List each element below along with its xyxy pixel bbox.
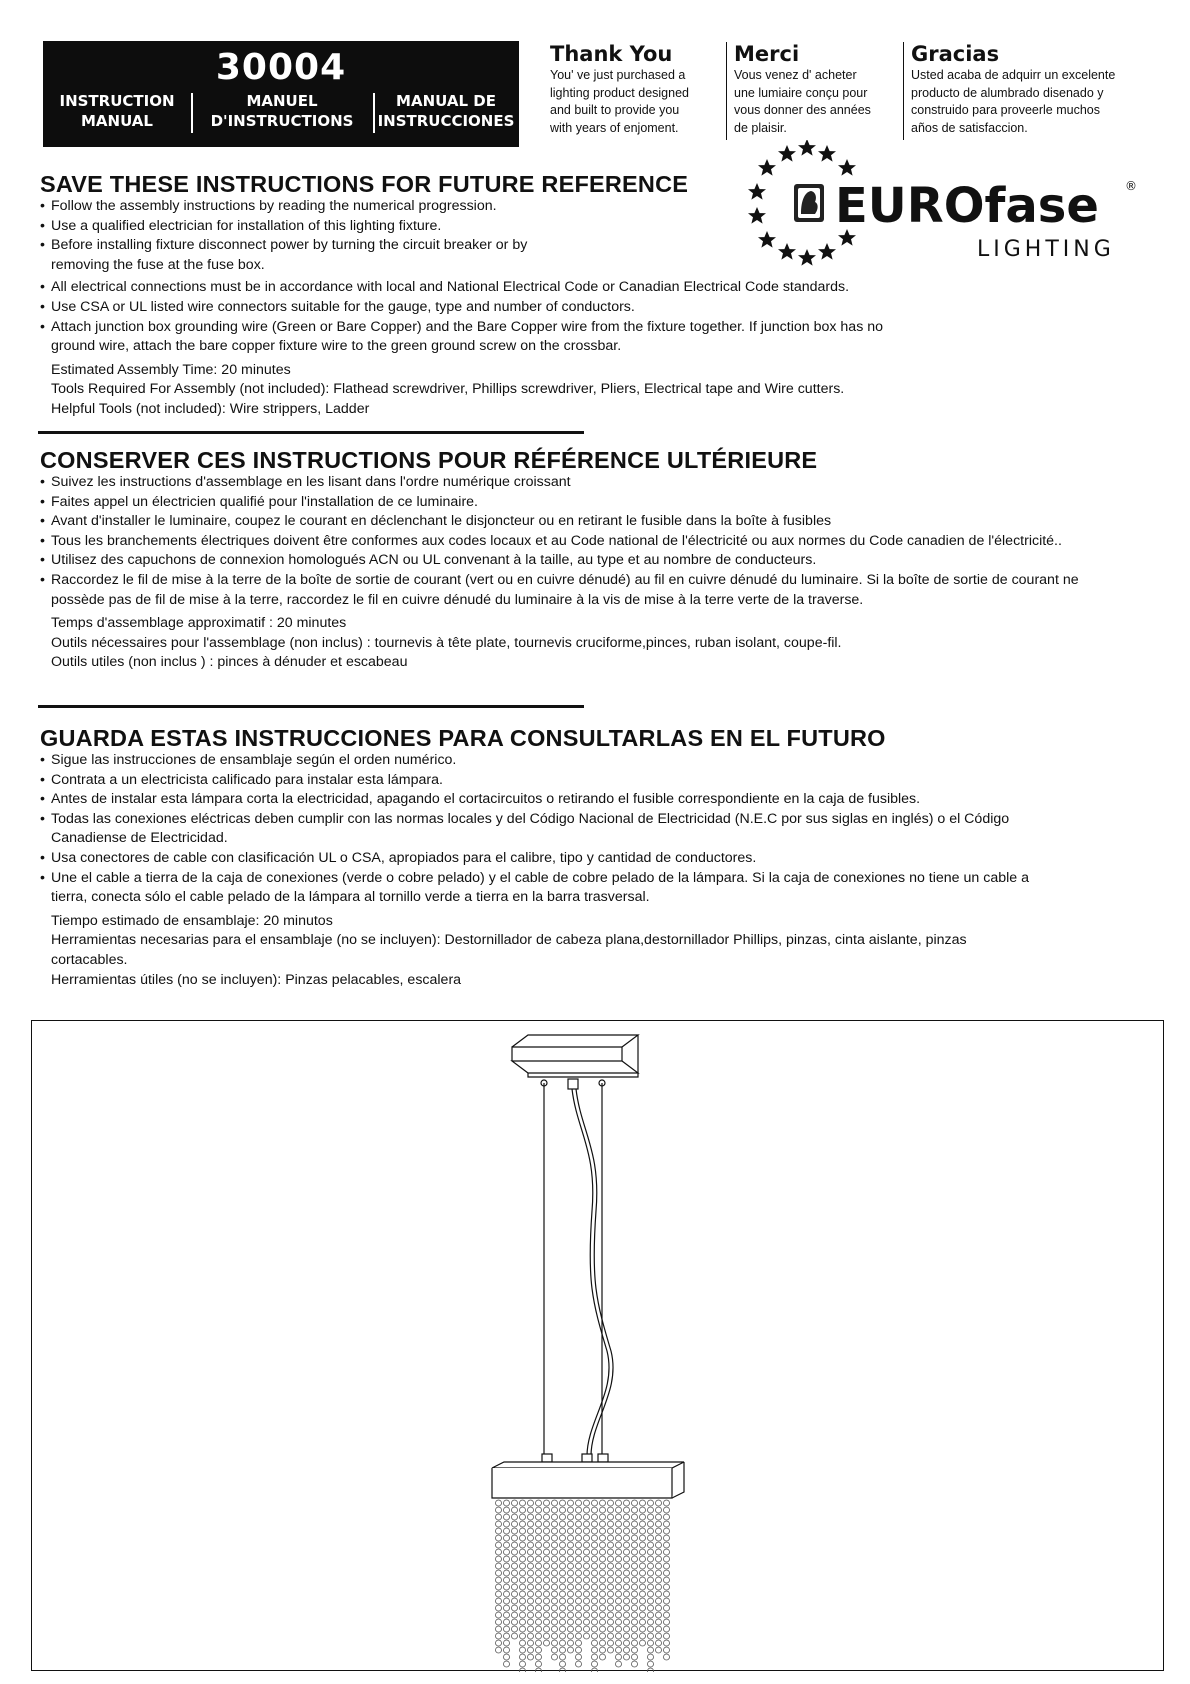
list-item: • Follow the assembly instructions by reading the numerical progression. bbox=[40, 197, 1150, 217]
section-divider bbox=[38, 431, 584, 434]
assembly-time: Tiempo estimado de ensamblaje: 20 minutos bbox=[51, 912, 333, 929]
title-english: INSTRUCTION MANUAL bbox=[59, 92, 175, 130]
manual-title-box bbox=[43, 41, 519, 147]
list-item: • Use CSA or UL listed wire connectors suitable for the gauge, type and number of conductors. bbox=[40, 298, 1150, 318]
list-item: • Utilisez des capuchons de connexion homologués ACN ou UL convenant à la taille, au type et au nombre de conducteurs. bbox=[40, 551, 1150, 571]
instruction-list bbox=[40, 473, 1150, 610]
list-item: • Tous les branchements électriques doivent être conformes aux codes locaux et au Code national de l'électricité ou aux normes du Code canadien de l'électricité.. bbox=[40, 532, 1071, 552]
column-divider bbox=[726, 42, 727, 140]
logo-brand: EUROfase bbox=[835, 178, 1099, 234]
list-item: • Sigue las instrucciones de ensamblaje según el orden numérico. bbox=[40, 751, 1150, 771]
list-item: • Before installing fixture disconnect power by turning the circuit breaker or by removing the fuse at the fuse box. bbox=[40, 236, 581, 275]
section-english bbox=[40, 171, 1150, 420]
list-item: • Raccordez le fil de mise à la terre de la boîte de sortie de courant (vert ou en cuivre dénudé) au fil en cuivre dénudé du luminaire. Si la boîte de sortie de courant ne possède pas de fil de mise à la terre, raccordez le fil en cuivre dénudé du luminaire à la vis de mise à la terre verte de la traverse. bbox=[40, 571, 1091, 610]
assembly-time: Temps d'assemblage approximatif : 20 minutes bbox=[51, 615, 347, 632]
title-spanish: MANUAL DE INSTRUCCIONES bbox=[377, 92, 515, 130]
section-title: CONSERVER CES INSTRUCTIONS POUR RÉFÉRENCE ULTÉRIEURE bbox=[40, 447, 818, 473]
list-item: • Faites appel un électricien qualifié pour l'installation de ce luminaire. bbox=[40, 493, 1150, 513]
pendant-fixture-illustration bbox=[32, 1021, 1165, 1672]
tools-required: Tools Required For Assembly (not included): Flathead screwdriver, Phillips screwdriver, Pliers, Electrical tape and Wire cutters. bbox=[51, 381, 845, 398]
suspension-cables bbox=[544, 1083, 613, 1456]
registered-mark: ® bbox=[1125, 179, 1137, 193]
section-divider bbox=[38, 705, 584, 708]
fixture-illustration-frame bbox=[31, 1020, 1164, 1671]
thank-you-title: Thank You bbox=[550, 42, 673, 66]
assembly-info bbox=[40, 614, 1150, 673]
assembly-info bbox=[40, 912, 1150, 990]
canopy-icon bbox=[512, 1035, 638, 1089]
section-french bbox=[40, 447, 1150, 673]
thank-you-spanish: Gracias Usted acaba de adquirr un excelente producto de alumbrado disenado y construido para proveerle muchos años de satisfaccion. bbox=[911, 42, 1141, 137]
list-item: • Une el cable a tierra de la caja de conexiones (verde o cobre pelado) y el cable de cobre pelado de la lámpara. Si la caja de conexiones no tiene un cable a tierra, conecta sólo el cable pelado de la lámpara al tornillo verde a tierra en la barra trasversal. bbox=[40, 869, 1041, 908]
title-french: MANUEL D'INSTRUCTIONS bbox=[210, 92, 354, 130]
list-item: • Todas las conexiones eléctricas deben cumplir con las normas locales y del Código Nacional de Electricidad (N.E.C por sus siglas en inglés) o el Código Canadiense de Electricidad. bbox=[40, 810, 1051, 849]
assembly-time: Estimated Assembly Time: 20 minutes bbox=[51, 361, 291, 378]
instruction-list bbox=[40, 751, 1150, 908]
thank-you-french: Merci Vous venez d' acheter une lumiaire conçu pour vous donner des années de plaisir. bbox=[734, 42, 904, 137]
thank-you-title: Gracias bbox=[911, 42, 1000, 66]
fixture-bar-icon bbox=[492, 1454, 684, 1498]
instruction-list bbox=[40, 197, 1150, 357]
assembly-info bbox=[40, 361, 1150, 420]
tools-required: Outils nécessaires pour l'assemblage (non inclus) : tournevis à tête plate, tournevis cruciforme,pinces, ruban isolant, coupe-fil. bbox=[51, 634, 842, 651]
section-title: SAVE THESE INSTRUCTIONS FOR FUTURE REFERENCE bbox=[40, 171, 689, 197]
helpful-tools: Herramientas útiles (no se incluyen): Pinzas pelacables, escalera bbox=[51, 971, 462, 988]
section-spanish bbox=[40, 725, 1150, 990]
tools-required: Herramientas necesarias para el ensamblaje (no se incluyen): Destornillador de cabeza plana,destornillador Phillips, pinzas, cinta aislante, pinzas cortacables. bbox=[51, 932, 967, 968]
list-item: • Contrata a un electricista calificado para instalar esta lámpara. bbox=[40, 771, 1150, 791]
model-number: 30004 bbox=[215, 47, 347, 88]
list-item: • Suivez les instructions d'assemblage en les lisant dans l'ordre numérique croissant bbox=[40, 473, 1150, 493]
thank-you-title: Merci bbox=[734, 42, 800, 66]
section-title: GUARDA ESTAS INSTRUCCIONES PARA CONSULTARLAS EN EL FUTURO bbox=[40, 725, 886, 751]
column-divider bbox=[903, 42, 904, 140]
thank-you-english: Thank You You' ve just purchased a lighting product designed and built to provide you with years of enjoment. bbox=[550, 42, 720, 137]
list-item: • Attach junction box grounding wire (Green or Bare Copper) and the Bare Copper wire from the fixture together. If junction box has no ground wire, attach the bare copper fixture wire to the green ground screw on the crossbar. bbox=[40, 318, 931, 357]
helpful-tools: Outils utiles (non inclus ) : pinces à dénuder et escabeau bbox=[51, 654, 408, 671]
list-item: • Usa conectores de cable con clasificación UL o CSA, apropiados para el calibre, tipo y cantidad de conductores. bbox=[40, 849, 1150, 869]
list-item: • Antes de instalar esta lámpara corta la electricidad, apagando el cortacircuitos o retirando el fusible correspondiente en la caja de fusibles. bbox=[40, 790, 1150, 810]
crystal-strands-icon bbox=[496, 1500, 670, 1672]
list-item: • Use a qualified electrician for installation of this lighting fixture. bbox=[40, 217, 1150, 237]
list-item: • Avant d'installer le luminaire, coupez le courant en déclenchant le disjoncteur ou en retirant le fusible dans la boîte à fusibles bbox=[40, 512, 1150, 532]
list-item: • All electrical connections must be in accordance with local and National Electrical Code or Canadian Electrical Code standards. bbox=[40, 278, 1150, 298]
logo-sub: LIGHTING bbox=[977, 237, 1115, 262]
helpful-tools: Helpful Tools (not included): Wire strippers, Ladder bbox=[51, 400, 370, 417]
